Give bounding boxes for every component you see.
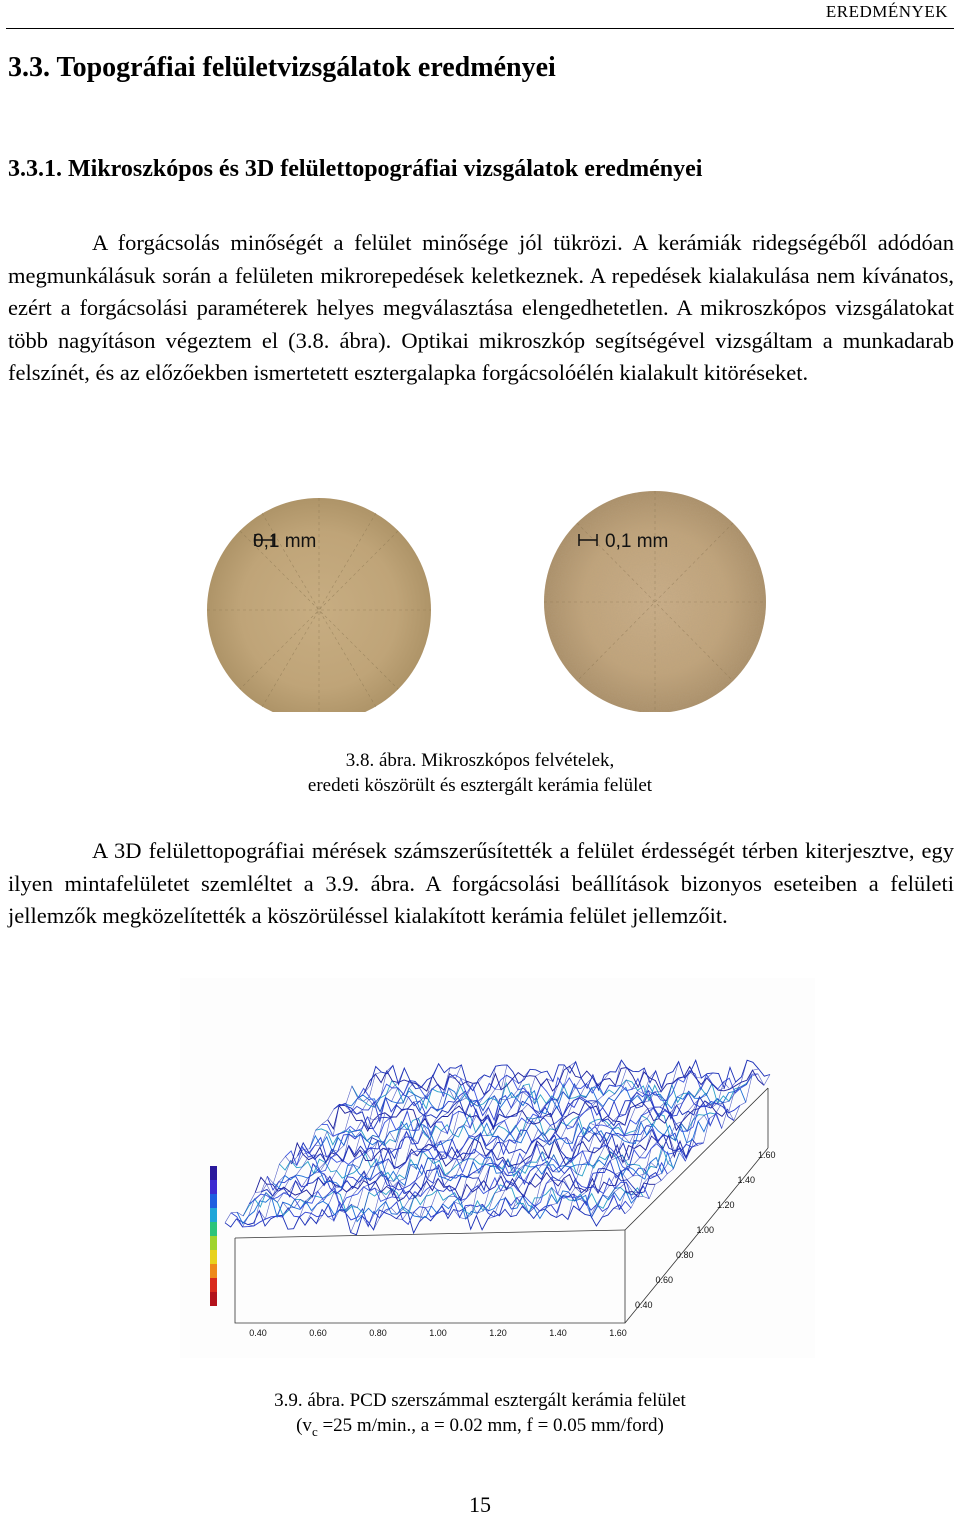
caption-line-2: eredeti köszörült és esztergált kerámia felület: [307, 775, 653, 796]
running-header: EREDMÉNYEK: [825, 2, 948, 21]
header-rule: [6, 28, 954, 29]
x-tick-label: 0.40: [249, 1328, 267, 1338]
x-tick-label: 0.80: [369, 1328, 387, 1338]
caption-label: 3.8. ábra.: [345, 750, 417, 771]
caption-line-1: 3.9. ábra. PCD szerszámmal esztergált kerámia felület: [274, 1390, 686, 1411]
x-tick-label: 1.20: [489, 1328, 507, 1338]
x-tick-label: 1.60: [609, 1328, 627, 1338]
paragraph-1: [8, 227, 954, 390]
ground-surface-image: [207, 498, 431, 712]
y-tick-label: 1.40: [737, 1175, 756, 1185]
subsection-number: 3.3.1.: [8, 156, 62, 182]
paragraph-2-text: A 3D felülettopográfiai mérések számszerűsítették a felület érdességét térben kiterjesztve, egy ilyen mintafelületet szemléltet a 3.9. ábra. A forgácsolási beállítások bizonyos eseteiben a felületi jellemzők megközelítették a köszörüléssel kialakított kerámia felület jellemzőit.: [8, 838, 954, 928]
color-scale-bar: [210, 1166, 217, 1306]
section-heading: [8, 52, 556, 84]
y-tick-label: 1.20: [717, 1200, 735, 1210]
turned-surface-image: [544, 491, 766, 712]
microscope-figure: [195, 490, 770, 712]
topography-3d-figure: [180, 978, 815, 1358]
y-tick-label: 0.80: [676, 1250, 694, 1260]
y-tick-label: 1.60: [758, 1150, 776, 1160]
y-tick-label: 0.60: [655, 1275, 674, 1285]
subsection-title: Mikroszkópos és 3D felülettopográfiai vizsgálatok eredményei: [68, 156, 703, 182]
figure-3-9-caption: [0, 1388, 960, 1444]
scale-bar-left: 0,1 mm: [253, 531, 317, 552]
section-title: Topográfiai felületvizsgálatok eredményei: [56, 52, 556, 83]
page-number: 15: [469, 1492, 491, 1517]
caption-line-1: Mikroszkópos felvételek,: [421, 750, 615, 771]
subsection-heading: [8, 156, 702, 183]
paragraph-1-text: A forgácsolás minőségét a felület minősége jól tükrözi. A kerámiák ridegségéből adódóan megmunkálásuk során a felületen mikrorepedések keletkeznek. A repedések kialakulása nem kívánatos, ezért a forgácsolási paraméterek helyes megválasztása elengedhetetlen. A mikroszkópos vizsgálatokat több nagyításon végeztem el (3.8. ábra). Optikai mikroszkóp segítségével vizsgáltam a munkadarab felszínét, és az előzőekben ismertetett esztergalapka forgácsolóélén kialakult kitöréseket.: [8, 230, 954, 385]
x-tick-label: 1.00: [429, 1328, 447, 1338]
scale-bar-right: 0,1 mm: [605, 531, 669, 552]
paragraph-2: [8, 835, 954, 933]
x-tick-label: 0.60: [309, 1328, 327, 1338]
caption-line-2: ($v_c =25$ m/min., a = 0.02 mm, f = 0.05 mm/ford): [296, 1415, 664, 1439]
y-tick-label: 1.00: [696, 1225, 715, 1235]
x-tick-label: 1.40: [549, 1328, 567, 1338]
section-number: 3.3.: [8, 52, 50, 83]
figure-3-8-caption: [0, 748, 960, 798]
y-tick-label: 0.40: [635, 1300, 653, 1310]
